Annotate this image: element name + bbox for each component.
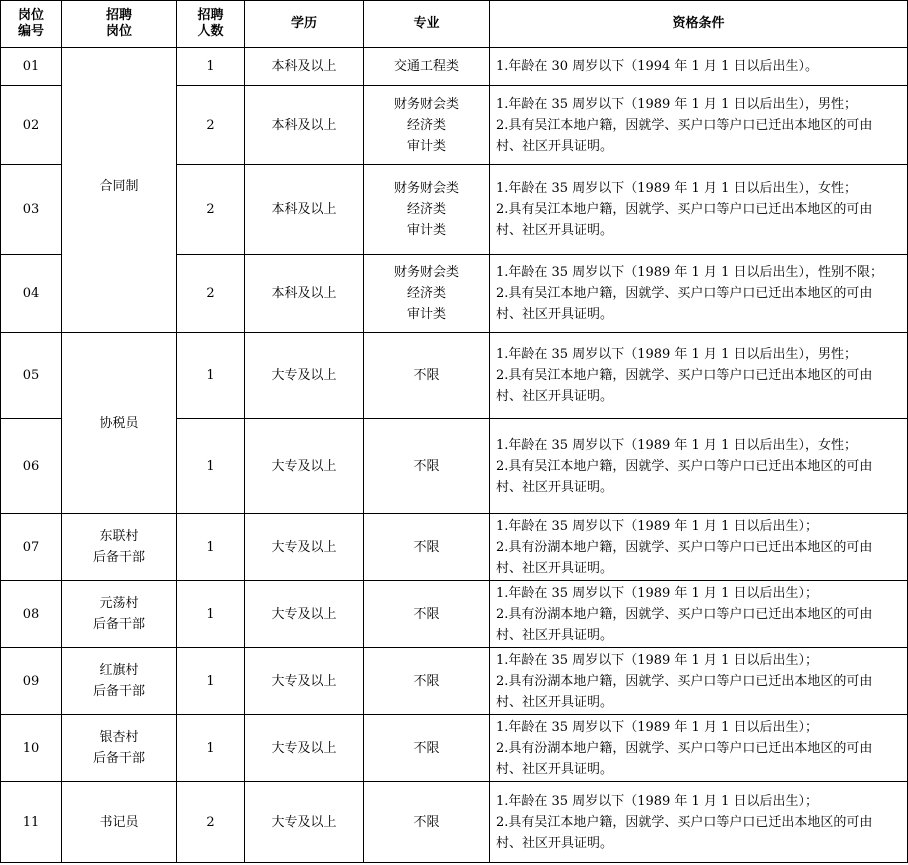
post-code: 05 xyxy=(1,333,62,419)
major: 不限 xyxy=(364,782,490,863)
post-name: 合同制 xyxy=(62,48,177,333)
hire-count: 1 xyxy=(177,648,245,715)
header-education: 学历 xyxy=(245,1,364,48)
post-code: 08 xyxy=(1,581,62,648)
hire-count: 1 xyxy=(177,581,245,648)
education: 大专及以上 xyxy=(245,648,364,715)
table-row xyxy=(1,648,908,715)
post-name: 协税员 xyxy=(62,333,177,514)
major: 不限 xyxy=(364,333,490,419)
post-name: 银杏村 后备干部 xyxy=(62,715,177,782)
requirements: 1.年龄在 35 周岁以下（1989 年 1 月 1 日以后出生），男性； 2.具有吴江本地户籍，因就学、买户口等户口已迁出本地区的可由 村、社区开具证明。 xyxy=(490,86,908,165)
requirements: 1.年龄在 35 周岁以下（1989 年 1 月 1 日以后出生）； 2.具有汾湖本地户籍，因就学、买户口等户口已迁出本地区的可由 村、社区开具证明。 xyxy=(490,514,908,581)
education: 大专及以上 xyxy=(245,514,364,581)
header-row xyxy=(1,1,908,48)
post-code: 09 xyxy=(1,648,62,715)
hire-count: 2 xyxy=(177,165,245,255)
header-requirements: 资格条件 xyxy=(490,1,908,48)
post-name: 东联村 后备干部 xyxy=(62,514,177,581)
major: 财务财会类 经济类 审计类 xyxy=(364,165,490,255)
hire-count: 2 xyxy=(177,86,245,165)
requirements: 1.年龄在 35 周岁以下（1989 年 1 月 1 日以后出生）； 2.具有汾湖本地户籍，因就学、买户口等户口已迁出本地区的可由 村、社区开具证明。 xyxy=(490,715,908,782)
post-name: 红旗村 后备干部 xyxy=(62,648,177,715)
requirements: 1.年龄在 35 周岁以下（1989 年 1 月 1 日以后出生），女性； 2.具有吴江本地户籍，因就学、买户口等户口已迁出本地区的可由 村、社区开具证明。 xyxy=(490,165,908,255)
major: 不限 xyxy=(364,648,490,715)
education: 本科及以上 xyxy=(245,255,364,333)
education: 大专及以上 xyxy=(245,581,364,648)
table-row xyxy=(1,581,908,648)
requirements: 1.年龄在 35 周岁以下（1989 年 1 月 1 日以后出生），女性； 2.具有吴江本地户籍，因就学、买户口等户口已迁出本地区的可由 村、社区开具证明。 xyxy=(490,419,908,514)
education: 本科及以上 xyxy=(245,86,364,165)
requirements: 1.年龄在 35 周岁以下（1989 年 1 月 1 日以后出生）； 2.具有汾湖本地户籍，因就学、买户口等户口已迁出本地区的可由 村、社区开具证明。 xyxy=(490,581,908,648)
major: 不限 xyxy=(364,715,490,782)
major: 财务财会类 经济类 审计类 xyxy=(364,86,490,165)
post-code: 04 xyxy=(1,255,62,333)
table-row xyxy=(1,782,908,863)
table-row xyxy=(1,333,908,419)
hire-count: 1 xyxy=(177,333,245,419)
major: 财务财会类 经济类 审计类 xyxy=(364,255,490,333)
hire-count: 1 xyxy=(177,419,245,514)
post-code: 10 xyxy=(1,715,62,782)
header-post: 招聘 岗位 xyxy=(62,1,177,48)
education: 大专及以上 xyxy=(245,782,364,863)
header-code: 岗位 编号 xyxy=(1,1,62,48)
major: 不限 xyxy=(364,581,490,648)
post-code: 02 xyxy=(1,86,62,165)
post-name: 书记员 xyxy=(62,782,177,863)
post-code: 01 xyxy=(1,48,62,86)
hire-count: 2 xyxy=(177,255,245,333)
requirements: 1.年龄在 35 周岁以下（1989 年 1 月 1 日以后出生），性别不限； 2.具有吴江本地户籍，因就学、买户口等户口已迁出本地区的可由 村、社区开具证明。 xyxy=(490,255,908,333)
education: 本科及以上 xyxy=(245,48,364,86)
requirements: 1.年龄在 35 周岁以下（1989 年 1 月 1 日以后出生），男性； 2.具有吴江本地户籍，因就学、买户口等户口已迁出本地区的可由 村、社区开具证明。 xyxy=(490,333,908,419)
table-row xyxy=(1,514,908,581)
header-count: 招聘 人数 xyxy=(177,1,245,48)
hire-count: 2 xyxy=(177,782,245,863)
table-row xyxy=(1,48,908,86)
header-major: 专业 xyxy=(364,1,490,48)
requirements: 1.年龄在 30 周岁以下（1994 年 1 月 1 日以后出生）。 xyxy=(490,48,908,86)
requirements: 1.年龄在 35 周岁以下（1989 年 1 月 1 日以后出生）； 2.具有汾湖本地户籍，因就学、买户口等户口已迁出本地区的可由 村、社区开具证明。 xyxy=(490,648,908,715)
major: 不限 xyxy=(364,419,490,514)
education: 本科及以上 xyxy=(245,165,364,255)
post-code: 03 xyxy=(1,165,62,255)
hire-count: 1 xyxy=(177,715,245,782)
post-name: 元荡村 后备干部 xyxy=(62,581,177,648)
major: 交通工程类 xyxy=(364,48,490,86)
post-code: 06 xyxy=(1,419,62,514)
table-row xyxy=(1,715,908,782)
requirements: 1.年龄在 35 周岁以下（1989 年 1 月 1 日以后出生）； 2.具有吴江本地户籍，因就学、买户口等户口已迁出本地区的可由 村、社区开具证明。 xyxy=(490,782,908,863)
education: 大专及以上 xyxy=(245,419,364,514)
hire-count: 1 xyxy=(177,514,245,581)
hire-count: 1 xyxy=(177,48,245,86)
major: 不限 xyxy=(364,514,490,581)
education: 大专及以上 xyxy=(245,333,364,419)
education: 大专及以上 xyxy=(245,715,364,782)
post-code: 11 xyxy=(1,782,62,863)
post-code: 07 xyxy=(1,514,62,581)
